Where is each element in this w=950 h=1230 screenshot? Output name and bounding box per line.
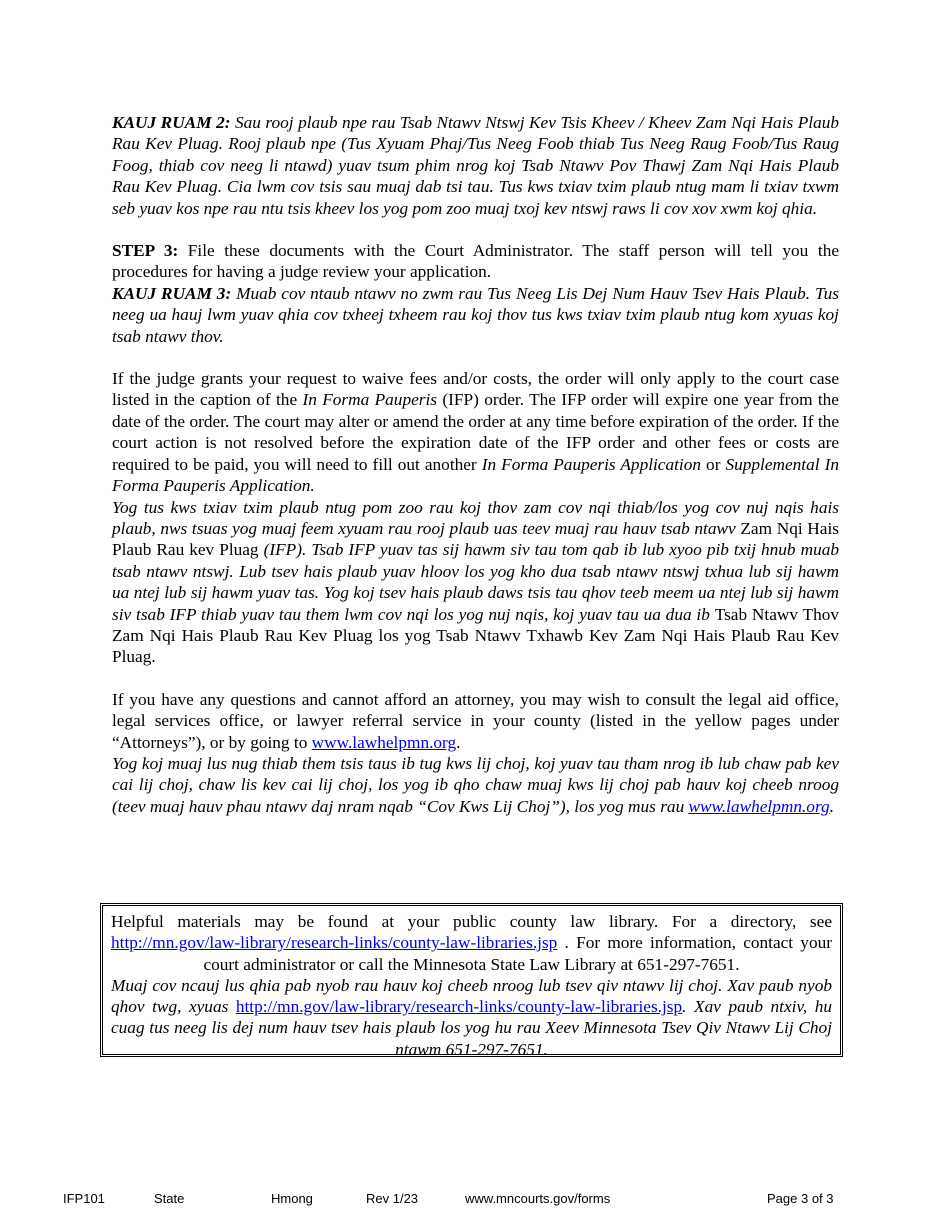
questions-hmong-paragraph [112,753,839,817]
document-body [112,112,839,817]
ifp-en-or: or [701,454,726,474]
step3-hmong-paragraph [112,283,839,347]
box-en-text-1: Helpful materials may be found at your public county law library. For a directory, see [111,912,832,931]
questions-english-paragraph [112,689,839,753]
lawhelpmn-link[interactable]: www.lawhelpmn.org [311,732,457,752]
box-en-text-2: . For more information, contact your court administrator or call the Minnesota State Law Library at 651-297-7651. [203,933,832,974]
ifp-en-term: In Forma Pauperis [302,390,438,410]
footer-language: Hmong [271,1191,313,1206]
box-hm-text-2: . Xav paub ntxiv, hu cuag tus neeg lis dej num hauv tsev hais plaub los yog hu rau Xeev Minnesota Tsev Qiv Ntawv Lij Choj ntawm 651-297-7651. [111,997,832,1059]
footer-revision: Rev 1/23 [366,1191,419,1206]
questions-hm-text: Yog koj muaj lus nug thiab them tsis taus ib tug kws lij choj, koj yuav tau tham nrog ib lub chaw pab kev cai lij choj, chaw lis kev cai lij choj, los yog ib qho chaw muaj kws lij choj pab hauv koj cheeb nroog (teev muaj hauv phau ntawv daj nram nqab “Cov Kws Lij Choj”), los yog mus rau [112,753,839,816]
step2-hmong-paragraph [112,112,839,219]
ifp-en-text-2: (IFP) order. The IFP order will expire one year from the date of the order. The court may alter or amend the order at any time before expiration of the order. If the court action is not resolved before the expiration date of the IFP order and other fees or costs are required to be paid, you will need to fill out another [112,390,839,474]
law-library-info-box [100,903,843,1057]
questions-en-text: If you have any questions and cannot afford an attorney, you may wish to consult the legal aid office, legal services office, or lawyer referral service in your county (listed in the yellow pages under “Attorneys”), or by going to [112,689,839,752]
lawhelpmn-link-hmong[interactable]: www.lawhelpmn.org [688,796,830,816]
step3-hmong-label: KAUJ RUAM 3: [112,283,232,303]
ifp-hmong-paragraph [112,497,839,668]
step3-label: STEP 3: [112,241,179,261]
box-english-paragraph [111,911,832,975]
county-law-libraries-link[interactable]: http://mn.gov/law-library/research-links/county-law-libraries.jsp [111,933,558,953]
footer-form-number: IFP101 [63,1191,105,1206]
step3-text: File these documents with the Court Administrator. The staff person will tell you the procedures for having a judge review your application. [112,241,840,282]
ifp-english-paragraph [112,368,839,496]
footer-forms-url: www.mncourts.gov/forms [465,1191,611,1206]
box-hm-text-1: Muaj cov ncauj lus qhia pab nyob rau hauv koj cheeb nroog lub tsev qiv ntawv lij choj. Xav paub nyob qhov twg, xyuas [111,975,832,1017]
ifp-en-supplemental-title: Supplemental In Forma Pauperis Application. [112,454,839,496]
box-hmong-paragraph [111,975,832,1060]
questions-en-period: . [456,732,461,752]
step3-paragraph [112,240,839,283]
footer-page-number: Page 3 of 3 [767,1191,834,1206]
footer-state: State [154,1191,185,1206]
step2-hmong-text: Sau rooj plaub npe rau Tsab Ntawv Ntswj Kev Tsis Kheev / Kheev Zam Nqi Hais Plaub Rau Kev Pluag. Rooj plaub npe (Tus Xyuam Phaj/Tus Neeg Foob thiab Tus Neeg Raug Foob/Tus Raug Foog, thiab cov neeg li ntawd) yuav tsum phim nrog koj Tsab Ntawv Pov Thawj Zam Nqi Hais Plaub Rau Kev Pluag. Cia lwm cov tsis sau muaj dab tsi tau. Tus kws txiav txim plaub ntug mam li txiav txwm seb yuav kos npe rau ntu tsis kheev los yog pom zoo muaj txoj kev ntswj raws li cov xov xwm koj qhia. [112,113,840,218]
step3-hmong-text: Muab cov ntaub ntawv no zwm rau Tus Neeg Lis Dej Num Hauv Tsev Hais Plaub. Tus neeg ua hauj lwm yuav qhia cov txheej txheem rau koj thov tus kws txiav txim plaub ntug kom xyuas koj tsab ntawv thov. [112,283,840,346]
step2-hmong-label: KAUJ RUAM 2: [112,113,231,132]
ifp-en-text-1: If the judge grants your request to waive fees and/or costs, the order will only apply to the court case listed in the caption of the [112,369,839,410]
ifp-hm-text-2: (IFP). Tsab IFP yuav tas sij hawm siv tau tom qab ib lub xyoo pib txij hnub muab tsab ntawv ntswj. Lub tsev hais plaub yuav hloov los yog kho dua tsab ntawv ntswj txhua lub sij hawm ua ntej lub sij hawm yuav tas. Yog koj tsev hais plaub daws tsis tau qhov teeb meem ua ntej lub sij hawm siv tsab IFP thiab yuav tau them lwm cov nqi los yog nuj nqis, koj yuav tau ua dua ib [112,540,839,624]
ifp-hm-text-1: Yog tus kws txiav txim plaub ntug pom zoo rau koj thov zam cov nqi thiab/los yog cov nuj nqis hais plaub, nws tsuas yog muaj feem xyuam rau rooj plaub uas teev muaj rau hauv tsab ntawv [112,497,839,538]
page-footer [0,1191,950,1209]
questions-hm-period: . [829,796,835,816]
ifp-hm-term: Zam Nqi Hais Plaub Rau kev Pluag [112,518,839,560]
ifp-hm-application-title: Tsab Ntawv Thov Zam Nqi Hais Plaub Rau Kev Pluag los yog Tsab Ntawv Txhawb Kev Zam Nqi Hais Plaub Rau Kev Pluag. [112,604,840,667]
county-law-libraries-link-hmong[interactable]: http://mn.gov/law-library/research-links/county-law-libraries.jsp [235,997,683,1017]
ifp-en-application-title: In Forma Pauperis Application [481,454,702,474]
